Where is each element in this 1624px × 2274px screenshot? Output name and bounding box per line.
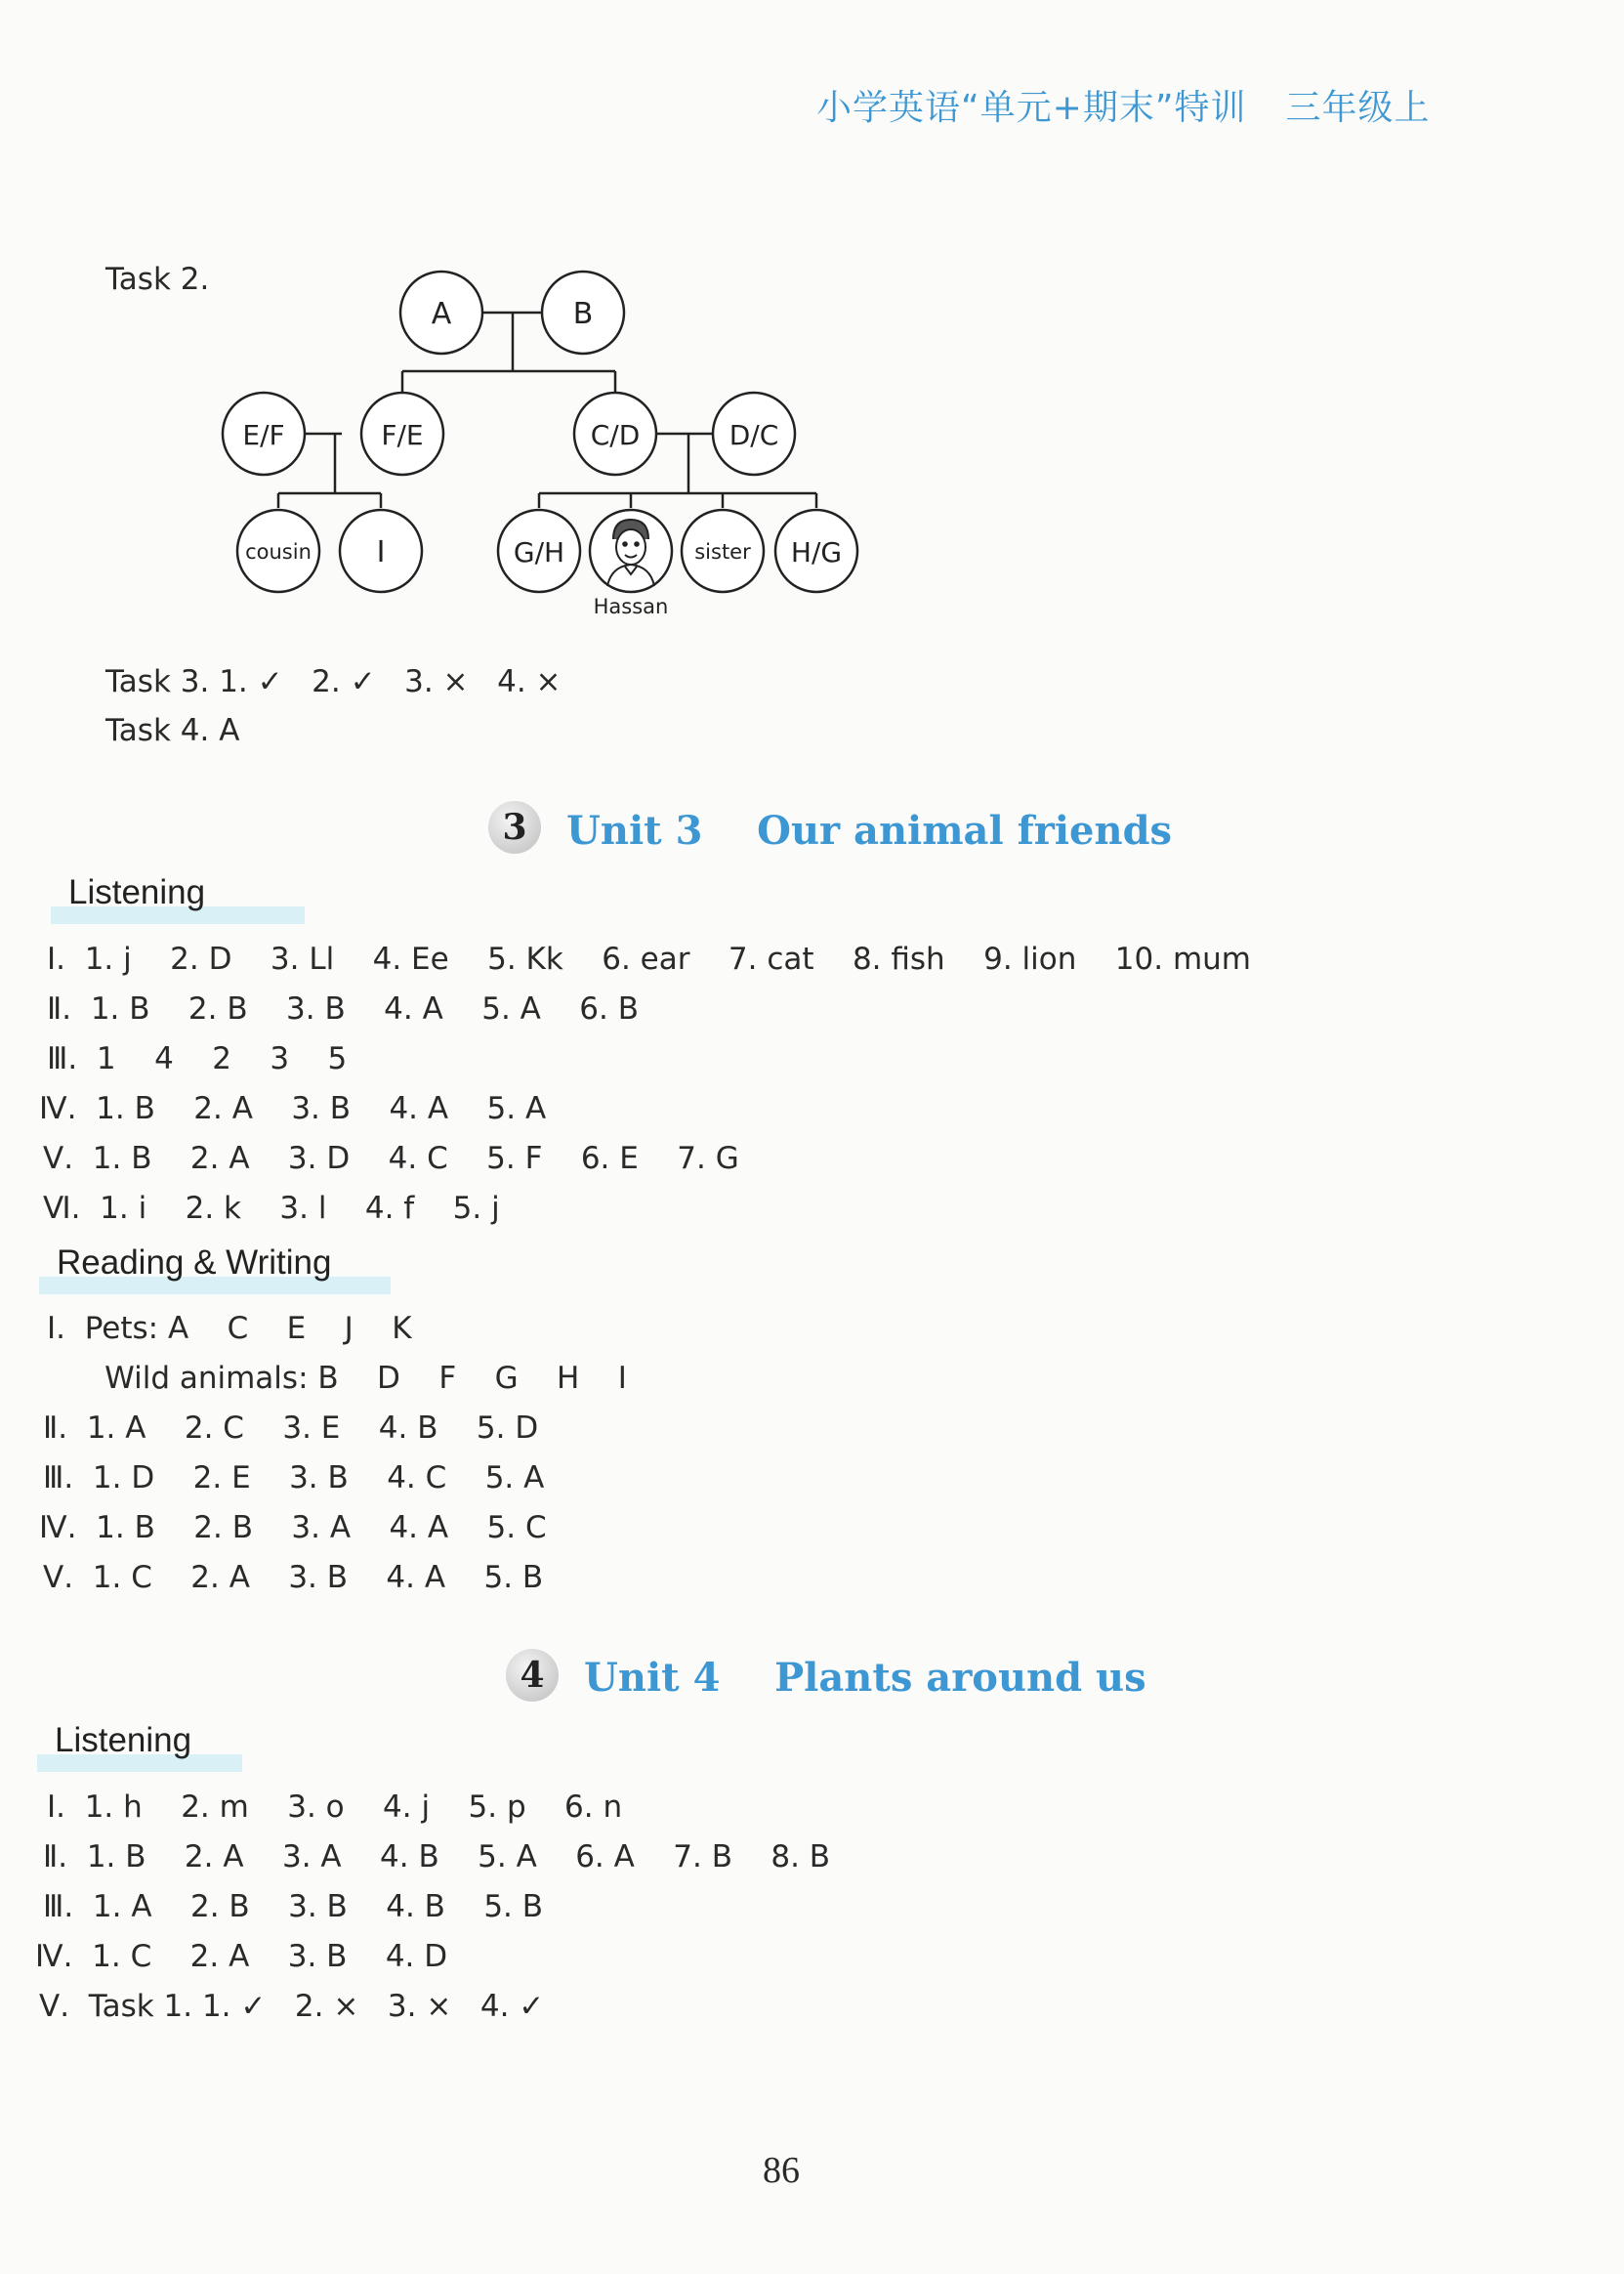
unit4-title: Unit 4 Plants around us	[584, 1655, 1146, 1701]
node-c-d: C/D	[590, 419, 641, 451]
page-header	[816, 80, 1430, 130]
book-title: 小学英语“单元+期末”特训	[816, 88, 1247, 128]
unit3-title: Unit 3 Our animal friends	[566, 808, 1173, 854]
hassan-caption: Hassan	[593, 595, 669, 618]
page-number: 86	[763, 2150, 800, 2191]
task4-answers: Task 4. A	[105, 713, 240, 748]
node-e-f: E/F	[242, 419, 285, 451]
unit3-reading-line: Ⅴ. 1. C 2. A 3. B 4. A 5. B	[43, 1560, 544, 1595]
unit3-reading-line: Ⅲ. 1. D 2. E 3. B 4. C 5. A	[43, 1460, 545, 1495]
unit3-listening-line: Ⅴ. 1. B 2. A 3. D 4. C 5. F 6. E 7. G	[43, 1141, 739, 1176]
unit3-listening-line: Ⅱ. 1. B 2. B 3. B 4. A 5. A 6. B	[47, 991, 639, 1027]
unit3-listening-line: Ⅳ. 1. B 2. A 3. B 4. A 5. A	[39, 1091, 547, 1126]
unit3-listening-label: Listening	[68, 873, 206, 911]
node-f-e: F/E	[381, 419, 424, 451]
node-sister: sister	[694, 540, 751, 564]
task2-label: Task 2.	[105, 262, 210, 297]
node-i: I	[376, 535, 386, 569]
task3-answers: Task 3. 1. ✓ 2. ✓ 3. × 4. ×	[105, 664, 562, 699]
unit3-listening-line: Ⅲ. 1 4 2 3 5	[47, 1041, 348, 1076]
unit4-number-badge: 4	[506, 1649, 559, 1702]
unit4-listening-heading	[55, 1721, 191, 1760]
node-d-c: D/C	[729, 419, 779, 451]
unit3-reading-line: Ⅱ. 1. A 2. C 3. E 4. B 5. D	[43, 1411, 539, 1446]
node-h-g: H/G	[790, 536, 843, 568]
unit3-reading-heading	[57, 1243, 331, 1283]
unit4-listening-line: Ⅳ. 1. C 2. A 3. B 4. D	[35, 1939, 448, 1974]
node-b: B	[572, 297, 594, 331]
unit3-reading-line: Wild animals: B D F G H I	[47, 1361, 627, 1396]
unit3-listening-line: Ⅵ. 1. i 2. k 3. l 4. f 5. j	[43, 1191, 500, 1226]
unit3-reading-line: Ⅰ. Pets: A C E J K	[47, 1311, 412, 1346]
unit4-listening-line: Ⅰ. 1. h 2. m 3. o 4. j 5. p 6. n	[47, 1790, 623, 1825]
family-tree-diagram	[195, 264, 879, 635]
unit3-listening-heading	[68, 873, 205, 912]
unit3-listening-line: Ⅰ. 1. j 2. D 3. Ll 4. Ee 5. Kk 6. ear 7. cat 8. fish 9. lion 10. mum	[47, 942, 1252, 977]
unit4-listening-line: Ⅱ. 1. B 2. A 3. A 4. B 5. A 6. A 7. B 8. B	[43, 1839, 831, 1874]
node-g-h: G/H	[513, 536, 565, 568]
unit4-listening-label: Listening	[55, 1721, 192, 1759]
grade-label: 三年级上	[1285, 88, 1431, 128]
unit3-reading-label: Reading & Writing	[57, 1243, 332, 1282]
unit4-listening-line: Ⅲ. 1. A 2. B 3. B 4. B 5. B	[43, 1889, 544, 1924]
unit4-listening-line: Ⅴ. Task 1. 1. ✓ 2. × 3. × 4. ✓	[39, 1989, 545, 2024]
unit3-number-badge: 3	[488, 801, 541, 854]
node-cousin: cousin	[245, 540, 312, 564]
node-a: A	[431, 297, 452, 331]
unit3-reading-line: Ⅳ. 1. B 2. B 3. A 4. A 5. C	[39, 1510, 547, 1545]
